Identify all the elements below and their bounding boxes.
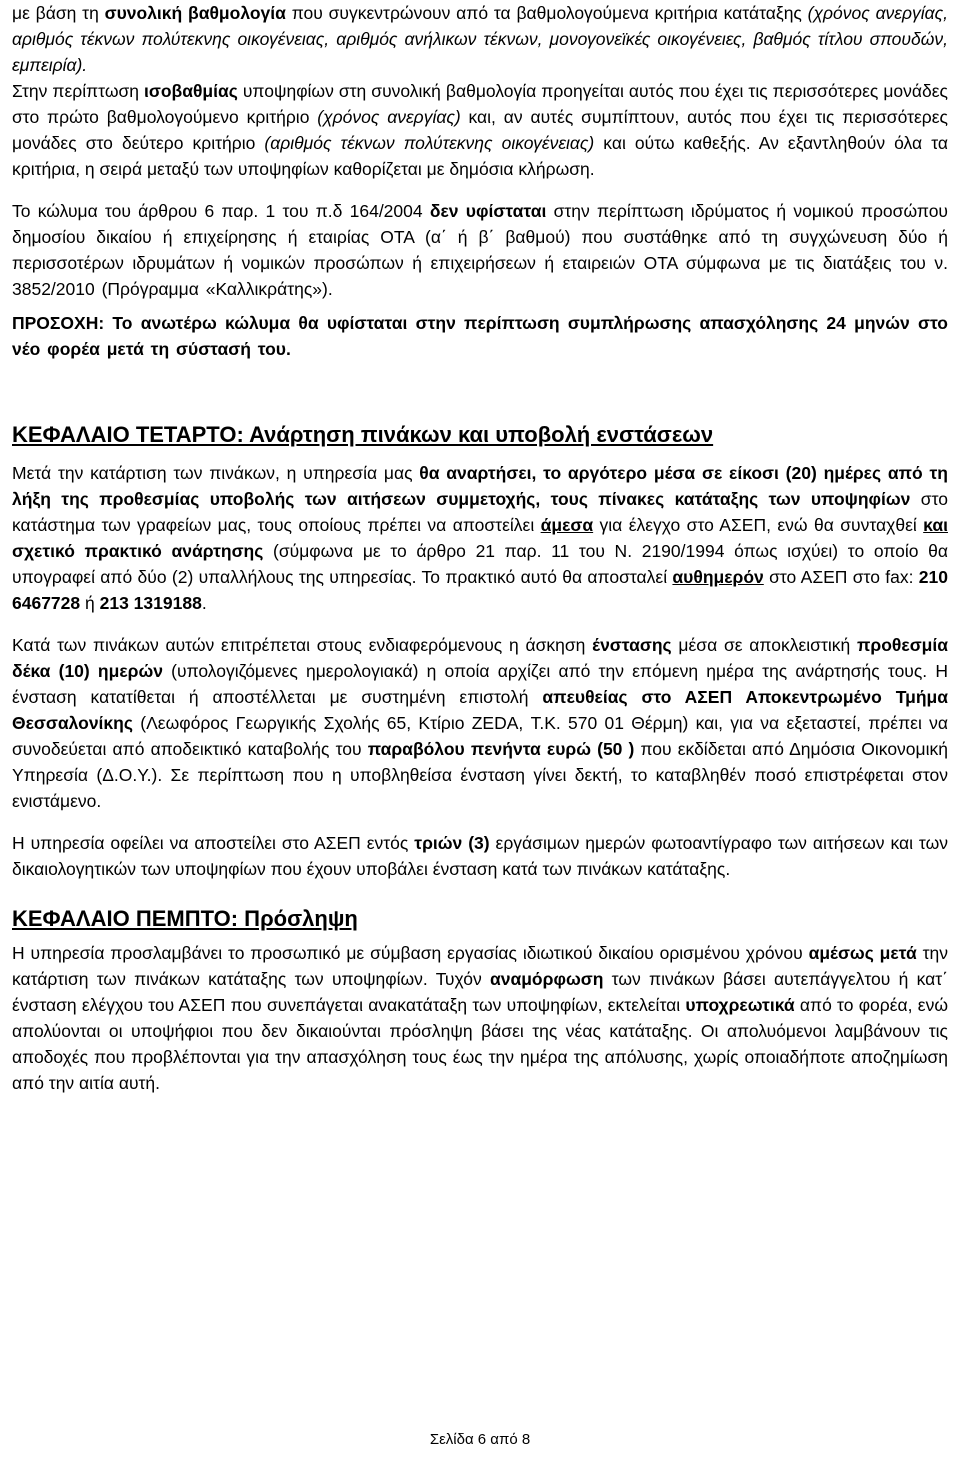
text-run: στο κατάστημα των γραφείων μας, τους οποίους πρέπει να αποστείλει — [12, 489, 948, 535]
chapter-four-heading: ΚΕΦΑΛΑΙΟ ΤΕΤΑΡΤΟ: Ανάρτηση πινάκων και υποβολή ενστάσεων — [12, 422, 714, 447]
text-run: Η υπηρεσία προσλαμβάνει το προσωπικό με σύμβαση εργασίας ιδιωτικού δικαίου ορισμένου χρόνου — [12, 943, 809, 963]
bold-run: προθεσμία δέκα (10) ημερών — [12, 635, 948, 681]
text-run: εργάσιμων ημερών φωτοαντίγραφο των αιτήσεων και των δικαιολογητικών των υποψηφίων που έχουν υποβάλει ένσταση κατά των πινάκων κατάταξης. — [12, 833, 948, 879]
text-run: υποψηφίων στη συνολική βαθμολογία προηγείται αυτός που έχει τις περισσότερες μονάδες στο πρώτο βαθμολογούμενο κριτήριο — [12, 81, 948, 127]
paragraph-obstacle — [12, 198, 948, 302]
text-run: και ούτω καθεξής. Αν εξαντληθούν όλα τα κριτήρια, η σειρά μεταξύ των υποψηφίων καθορίζεται με δημόσια κλήρωση. — [12, 133, 949, 179]
paragraph-total-score — [12, 0, 948, 78]
text-run: Η υπηρεσία οφείλει να αποστείλει στο ΑΣΕΠ εντός — [12, 833, 415, 853]
paragraph-attention-notice — [12, 310, 948, 362]
text-run: Κατά των πινάκων αυτών επιτρέπεται στους ενδιαφερόμενους η άσκηση — [12, 635, 593, 655]
italic-run: (χρόνος ανεργίας) — [317, 107, 461, 127]
bold-run: απευθείας στο ΑΣΕΠ Αποκεντρωμένο Τμήμα Θεσσαλονίκης — [12, 687, 948, 733]
bold-underline-run: αυθημερόν — [672, 567, 764, 587]
italic-run: (αριθμός τέκνων πολύτεκνης οικογένειας) — [264, 133, 595, 153]
text-run: (υπολογιζόμενες ημερολογιακά) η οποία αρχίζει από την επόμενη ημέρα της ανάρτησής τους. Η ένσταση κατατίθεται ή αποστέλλεται με συστημένη επιστολή — [12, 661, 948, 707]
text-run: την κατάρτιση των πινάκων κατάταξης των υποψηφίων. Τυχόν — [12, 943, 949, 989]
text-run: για έλεγχο στο ΑΣΕΠ, ενώ θα συνταχθεί — [593, 515, 924, 535]
bold-run: σχετικό πρακτικό ανάρτησης — [12, 541, 264, 561]
italic-run: (χρόνος ανεργίας, αριθμός τέκνων πολύτεκνης οικογένειας, αριθμός ανήλικων τέκνων, μονογονεϊκές οικογένειες, βαθμός τίτλου σπουδών, εμπειρία). — [12, 3, 949, 75]
document-page — [12, 0, 948, 1096]
paragraph-forwarding — [12, 830, 948, 882]
bold-run: ένστασης — [592, 635, 672, 655]
text-run: Στην περίπτωση — [12, 81, 145, 101]
bold-underline-run: άμεσα — [540, 515, 594, 535]
bold-run: ΠΡΟΣΟΧΗ: Το ανωτέρω κώλυμα θα υφίσταται στην περίπτωση συμπλήρωσης απασχόλησης 24 μηνών στο νέο φορέα μετά τη σύστασή του. — [12, 313, 948, 359]
fax-number-1: 210 6467728 — [12, 567, 948, 613]
paragraph-hiring — [12, 940, 948, 1096]
text-run: των πινάκων βάσει αυτεπάγγελτου ή κατ΄ ένσταση ελέγχου του ΑΣΕΠ που συνεπάγεται ανακατάταξη των υποψηφίων, εκτελείται — [12, 969, 949, 1015]
chapter-five-heading: ΚΕΦΑΛΑΙΟ ΠΕΜΠΤΟ: Πρόσληψη — [12, 906, 358, 931]
text-run: στο ΑΣΕΠ στο fax: — [763, 567, 919, 587]
page-number: Σελίδα 6 από 8 — [429, 1431, 531, 1448]
text-run: ή — [80, 593, 100, 613]
bold-run: θα αναρτήσει, το αργότερο μέσα σε είκοσι (20) ημέρες από τη λήξη της προθεσμίας υποβολής των αιτήσεων συμμετοχής, τους πίνακες κατάταξης των υποψηφίων — [12, 463, 948, 509]
bold-underline-run: και — [923, 515, 948, 535]
text-run: από το φορέα, ενώ απολύονται οι υποψήφιοι που δεν δικαιούνται πρόσληψη βάσει της νέας κατάταξης. Οι απολυόμενοι λαμβάνουν τις αποδοχές που προβλέπονται για την απασχόληση τους έως την ημέρα της απόλυσης, χωρίς οποιαδήποτε αποζημίωση από την αιτία αυτή. — [12, 995, 948, 1093]
text-run: μέσα σε αποκλειστική — [671, 635, 858, 655]
text-run: . — [201, 593, 207, 613]
bold-run: τριών (3) — [414, 833, 490, 853]
text-run: στην περίπτωση ιδρύματος ή νομικού προσώπου δημοσίου δικαίου ή επιχείρησης ή εταιρίας ΟΤΑ (α΄ ή β΄ βαθμού) που συστάθηκε από τη συγχώνευση δύο ή περισσοτέρων ιδρυμάτων ή νομικών προσώπων ή επιχειρήσεων ή εταιρειών ΟΤΑ σύμφωνα με τις διατάξεις του ν. 3852/2010 (Πρόγραμμα «Καλλικράτης»). — [12, 201, 948, 299]
bold-run: παραβόλου πενήντα ευρώ (50 ) — [367, 739, 635, 759]
text-run: (Λεωφόρος Γεωργικής Σχολής 65, Κτίριο ZEDA, Τ.Κ. 570 01 Θέρμη) και, για να εξεταστεί, πρέπει να συνοδεύεται από αποδεικτικό καταβολής του — [12, 713, 948, 759]
text-run: που συγκεντρώνουν από τα βαθμολογούμενα κριτήρια κατάταξης — [285, 3, 808, 23]
bold-run: ισοβαθμίας — [144, 81, 238, 101]
text-run: που εκδίδεται από Δημόσια Οικονομική Υπηρεσία (Δ.Ο.Υ.). Σε περίπτωση που η υποβληθείσα ένσταση γίνει δεκτή, το καταβληθέν ποσό επιστρέφεται στον ενιστάμενο. — [12, 739, 948, 811]
bold-run: δεν υφίσταται — [429, 201, 547, 221]
paragraph-publication — [12, 460, 948, 616]
bold-run: συνολική βαθμολογία — [104, 3, 286, 23]
paragraph-objection — [12, 632, 948, 814]
text-run: και, αν αυτές συμπίπτουν, αυτός που έχει τις περισσότερες μονάδες στο δεύτερο κριτήριο — [12, 107, 948, 153]
text-run: με βάση τη — [12, 3, 105, 23]
text-run: Μετά την κατάρτιση των πινάκων, η υπηρεσία μας — [12, 463, 420, 483]
text-run: (σύμφωνα με το άρθρο 21 παρ. 11 του Ν. 2190/1994 όπως ισχύει) το οποίο θα υπογραφεί από δύο (2) υπαλλήλους της υπηρεσίας. Το πρακτικό αυτό θα αποσταλεί — [12, 541, 948, 587]
bold-run: αμέσως μετά — [808, 943, 917, 963]
fax-number-2: 213 1319188 — [99, 593, 202, 613]
bold-run: υποχρεωτικά — [685, 995, 795, 1015]
paragraph-tie-break — [12, 78, 948, 182]
bold-run: αναμόρφωση — [489, 969, 604, 989]
text-run: Το κώλυμα του άρθρου 6 παρ. 1 του π.δ 164/2004 — [12, 201, 430, 221]
